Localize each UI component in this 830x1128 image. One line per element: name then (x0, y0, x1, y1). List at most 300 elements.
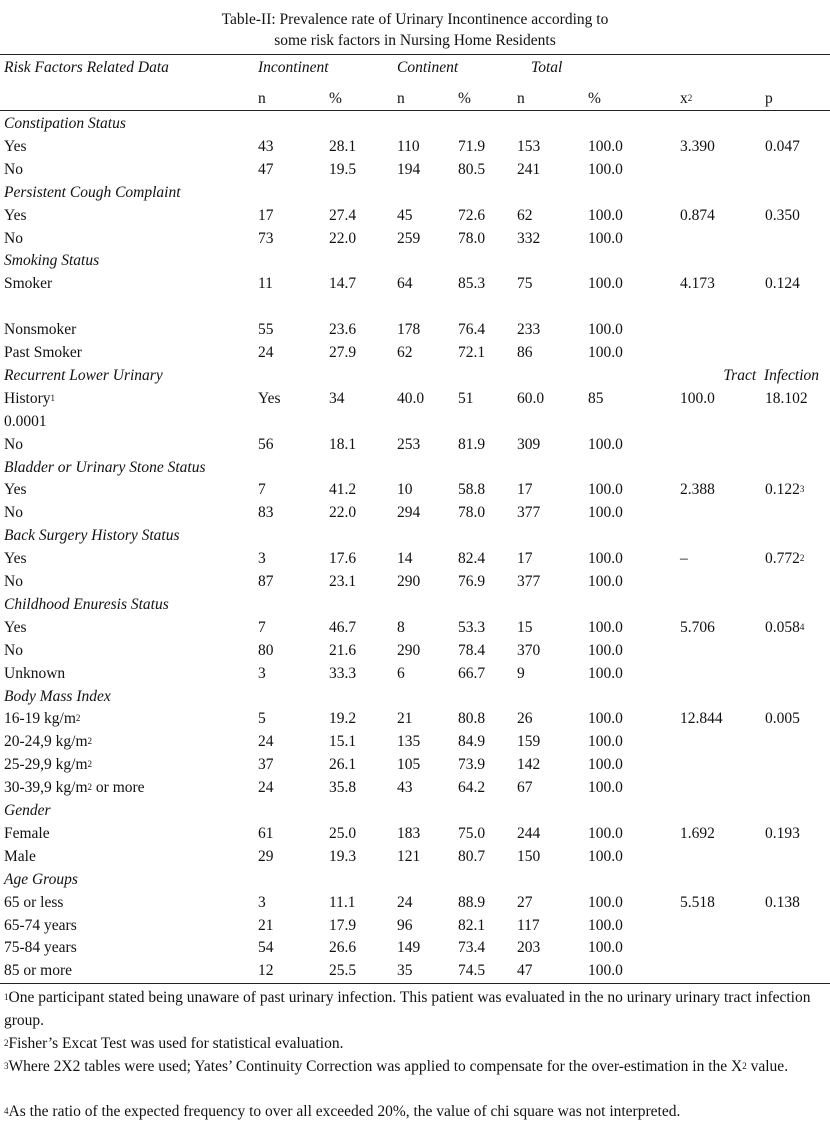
table-cell (588, 206, 623, 226)
table-cell (458, 893, 485, 913)
table-cell-text: 72.1 (458, 344, 486, 361)
row-label (4, 916, 77, 936)
table-cell-text: 100.0 (588, 939, 623, 957)
header-incontinent: Incontinent (258, 59, 329, 76)
table-cell-text: 3.390 (680, 137, 715, 155)
table-cell-text: 24 (258, 344, 274, 361)
table-cell (458, 641, 485, 661)
row-label-text: Male (4, 847, 36, 865)
row-label-text: No (4, 504, 23, 522)
table-cell (588, 389, 604, 409)
table-cell (329, 435, 356, 455)
group-header-text: Constipation Status (4, 115, 126, 132)
table-cell (458, 274, 485, 294)
row-label-text: No (4, 160, 23, 178)
table-cell-text: 87 (258, 573, 274, 590)
table-cell (517, 343, 533, 363)
table-cell (588, 961, 623, 981)
table-cell-text: 100.0 (588, 779, 623, 797)
table-cell-text: 203 (517, 939, 541, 957)
table-cell (680, 480, 715, 500)
table-cell (458, 961, 485, 981)
table-cell (397, 824, 420, 844)
table-cell (588, 618, 623, 638)
table-cell (517, 274, 533, 294)
table-cell-text: 309 (517, 435, 541, 453)
group-header-text: Persistent Cough Complaint (4, 183, 181, 201)
table-cell (588, 320, 623, 340)
table-cell-text: 150 (517, 847, 541, 865)
table-cell-text: 178 (397, 321, 421, 339)
footnote-text: One participant stated being unaware of past urinary infection. This patient was evaluated in the no urinary urinary tract infection group. (4, 989, 811, 1029)
table-cell-text: 17 (258, 206, 274, 224)
table-cell (458, 824, 485, 844)
row-label (4, 137, 27, 157)
subheader-p-value: p (765, 90, 773, 107)
table-cell-text: 81.9 (458, 435, 486, 453)
table-cell (517, 641, 540, 661)
table-cell-text: 194 (397, 160, 421, 178)
row-label-text: 0.0001 (4, 412, 47, 430)
table-cell-text: 86 (517, 344, 533, 361)
table-cell (458, 847, 485, 867)
table-cell-text: 332 (517, 229, 541, 247)
table-cell (258, 916, 274, 936)
row-label-text: No (4, 641, 23, 659)
table-cell (258, 572, 274, 592)
table-cell (258, 824, 274, 844)
table-cell (258, 732, 274, 752)
table-cell-text: 100.0 (588, 435, 623, 453)
table-cell (458, 549, 485, 569)
group-header (4, 458, 206, 478)
table-cell (680, 549, 688, 569)
table-cell (517, 435, 540, 455)
row-label-text: No (4, 573, 23, 590)
table-cell (258, 435, 274, 455)
table-cell-text: 28.1 (329, 137, 357, 155)
table-cell (258, 343, 274, 363)
row-label (4, 229, 23, 249)
group-header-text: Back Surgery History Status (4, 527, 180, 545)
table-cell (329, 778, 356, 798)
table-cell (517, 389, 544, 409)
row-label (4, 274, 52, 294)
table-cell (588, 755, 623, 775)
table-cell (588, 778, 623, 798)
table-cell (680, 618, 715, 638)
group-header (4, 870, 78, 890)
table-cell-text: 19.2 (329, 710, 357, 728)
row-label-text: History (4, 389, 51, 407)
table-cell (517, 549, 533, 569)
row-label (4, 160, 23, 180)
table-cell-text: 37 (258, 756, 274, 774)
table-cell (397, 160, 420, 180)
table-cell-text: 34 (329, 389, 345, 407)
row-label-text: 30-39,9 kg/m (4, 779, 88, 797)
subheader-pct-total: % (588, 90, 601, 107)
table-cell (588, 549, 623, 569)
table-cell (329, 274, 356, 294)
table-cell (329, 893, 356, 913)
table-cell-text: 5.518 (680, 893, 715, 911)
table-cell-text: 72.6 (458, 206, 486, 224)
table-cell (258, 755, 274, 775)
table-cell (588, 916, 623, 936)
table-cell (458, 320, 485, 340)
table-cell (765, 206, 800, 226)
table-cell (517, 229, 540, 249)
table-cell (517, 732, 540, 752)
table-cell (258, 938, 274, 958)
table-cell-text: 377 (517, 573, 541, 590)
table-cell-text: 105 (397, 756, 421, 774)
table-cell-text: 15 (517, 618, 533, 636)
footnote (4, 1101, 826, 1124)
table-cell (397, 389, 424, 409)
table-cell-text: 0.058 (765, 618, 800, 636)
table-cell-text: 46.7 (329, 618, 357, 636)
table-cell-text: 22.0 (329, 504, 357, 522)
group-header-text: Bladder or Urinary Stone Status (4, 458, 206, 476)
table-cell (588, 343, 623, 363)
chi-square-symbol: x (680, 90, 688, 107)
table-cell (458, 778, 485, 798)
table-cell (258, 503, 274, 523)
table-cell-text: 75.0 (458, 824, 486, 842)
table-cell-text: 100.0 (588, 618, 623, 636)
footnote-marker: 3 (4, 1060, 9, 1071)
table-cell-text: 82.4 (458, 550, 486, 568)
table-cell-text: 43 (258, 137, 274, 155)
footnote-marker: 2 (799, 553, 805, 564)
group-header (4, 801, 51, 821)
table-cell-text: 33.3 (329, 664, 357, 682)
row-label (4, 641, 23, 661)
table-cell-text: 100.0 (588, 137, 623, 155)
row-label (4, 732, 92, 752)
table-cell-text: 64.2 (458, 779, 486, 797)
footnote-text: Fisher’s Excat Test was used for statistical evaluation. (8, 1034, 344, 1052)
table-cell (329, 137, 356, 157)
table-cell (765, 893, 800, 913)
row-label-text: 25-29,9 kg/m (4, 756, 88, 774)
table-cell (458, 389, 474, 409)
table-cell (588, 435, 623, 455)
table-cell (397, 732, 420, 752)
table-cell (258, 961, 274, 981)
table-cell (517, 916, 540, 936)
table-cell-text: 0.124 (765, 275, 800, 293)
table-cell (458, 916, 485, 936)
table-cell-text: 100.0 (588, 160, 623, 178)
table-cell (588, 229, 623, 249)
table-cell-text: 100.0 (588, 321, 623, 339)
table-cell-text: 0.772 (765, 550, 800, 568)
table-cell-text: 27.9 (329, 344, 357, 361)
table-cell-text: 0.874 (680, 206, 715, 224)
table-cell (517, 938, 540, 958)
table-cell-text: 11.1 (329, 893, 356, 911)
table-cell-text: 54 (258, 939, 274, 957)
table-cell-text: 26.1 (329, 756, 357, 774)
table-cell-text: 24 (258, 733, 274, 751)
table-cell-text: 12 (258, 962, 274, 980)
header-total: Total (531, 59, 563, 76)
footnote (4, 987, 826, 1032)
table-cell (588, 137, 623, 157)
table-cell-text: 78.0 (458, 504, 486, 522)
row-label (4, 664, 65, 684)
table-cell (458, 709, 485, 729)
table-cell (258, 778, 274, 798)
row-label (4, 709, 80, 729)
table-cell (397, 320, 420, 340)
table-cell-text: 100.0 (588, 710, 623, 728)
table-cell (329, 572, 356, 592)
table-cell (397, 847, 420, 867)
row-label (4, 480, 27, 500)
table-cell-text: 73.4 (458, 939, 486, 957)
table-cell-text: 100.0 (588, 756, 623, 774)
table-cell (680, 274, 715, 294)
table-cell-text: 17.9 (329, 916, 357, 934)
table-cell (517, 137, 540, 157)
table-cell (329, 824, 356, 844)
table-cell-text: 35 (397, 962, 413, 980)
table-cell-text: 0.047 (765, 137, 800, 155)
footnote-marker: 2 (87, 782, 93, 793)
table-cell (680, 137, 715, 157)
table-title-line-2: some risk factors in Nursing Home Residents (274, 32, 556, 49)
footnote-marker: 4 (4, 1106, 9, 1116)
row-label-text: 16-19 kg/m (4, 710, 76, 728)
table-cell-text: 7 (258, 481, 266, 499)
row-label (4, 206, 27, 226)
footnote-text: Where 2X2 tables were used; Yates’ Continuity Correction was applied to compensate for the over-estimation in the X (8, 1057, 743, 1075)
row-label (4, 755, 92, 775)
table-cell (258, 893, 266, 913)
footnote-marker: 2 (87, 759, 93, 770)
table-cell-text: 100.0 (588, 824, 623, 842)
table-cell-text: 233 (517, 321, 541, 339)
table-cell (588, 824, 623, 844)
table-cell (765, 389, 808, 409)
row-label (4, 503, 23, 523)
table-cell-text: 23.6 (329, 321, 357, 339)
table-cell-text: 18.102 (765, 389, 808, 407)
group-header (4, 251, 99, 271)
footnote-marker: 1 (50, 392, 55, 403)
table-cell-text: 47 (517, 962, 533, 980)
table-cell (458, 160, 485, 180)
table-cell-text: 1.692 (680, 824, 715, 842)
row-label-text: Yes (4, 550, 27, 568)
table-cell-text: 76.4 (458, 321, 486, 339)
table-cell-text: 100.0 (588, 573, 623, 590)
table-cell-text: 100.0 (588, 962, 623, 980)
row-label (4, 893, 63, 913)
table-cell-text: 253 (397, 435, 421, 453)
table-cell (680, 206, 715, 226)
row-label-text: Yes (4, 481, 27, 499)
table-cell (397, 229, 420, 249)
table-cell (258, 320, 274, 340)
table-cell (588, 847, 623, 867)
table-cell (258, 709, 266, 729)
footnote-marker: 4 (799, 621, 805, 632)
subheader-pct-incontinent: % (329, 90, 342, 107)
table-cell (397, 916, 413, 936)
row-label (4, 572, 23, 592)
table-cell-text: 25.5 (329, 962, 357, 980)
table-cell-text: 100.0 (588, 664, 623, 682)
table-cell (397, 893, 413, 913)
header-bottom-rule (0, 110, 830, 111)
table-cell-text: 74.5 (458, 962, 486, 980)
row-label-text: 65-74 years (4, 916, 77, 934)
table-cell (258, 847, 274, 867)
table-cell-text: 76.9 (458, 573, 486, 590)
table-cell-text: 71.9 (458, 137, 486, 155)
table-cell (588, 160, 623, 180)
table-cell (397, 755, 420, 775)
footnote-text-end: value. (746, 1057, 789, 1075)
table-cell (680, 893, 715, 913)
table-cell (765, 480, 804, 500)
row-label-text: Yes (4, 137, 27, 155)
table-cell-text: 5 (258, 710, 266, 728)
table-cell-text: 15.1 (329, 733, 357, 751)
table-cell-text: Yes (258, 389, 281, 407)
table-cell (517, 160, 540, 180)
footnote-marker: 3 (799, 484, 805, 495)
row-label-text: Smoker (4, 275, 53, 293)
table-cell-text: 100.0 (588, 916, 623, 934)
table-cell (397, 480, 413, 500)
table-cell-text: 78.0 (458, 229, 486, 247)
table-cell-text: 62 (517, 206, 533, 224)
table-cell (458, 480, 485, 500)
group-header (4, 687, 111, 707)
footnote (4, 1056, 826, 1079)
group-header-text: Childhood Enuresis Status (4, 595, 169, 613)
row-label-text: No (4, 435, 23, 453)
table-cell (329, 938, 356, 958)
table-cell-text: 55 (258, 321, 274, 339)
table-cell-text: 27 (517, 893, 533, 911)
table-cell-text: 17.6 (329, 550, 357, 568)
table-cell-text: 3 (258, 664, 266, 682)
row-label-text: 20-24,9 kg/m (4, 733, 88, 751)
group-header (4, 526, 180, 546)
table-cell-text: 80 (258, 641, 274, 659)
footnote-marker: 1 (4, 992, 9, 1002)
table-cell (588, 893, 623, 913)
table-title-line-1: Table-II: Prevalence rate of Urinary Incontinence according to (221, 11, 609, 28)
table-cell (588, 274, 623, 294)
table-cell (458, 732, 485, 752)
table-cell (329, 755, 356, 775)
table-cell (397, 938, 420, 958)
table-cell (458, 137, 485, 157)
table-cell (588, 503, 623, 523)
table-cell-text: 110 (397, 137, 420, 155)
table-cell-text: 0.122 (765, 481, 800, 499)
table-cell-text: 100.0 (588, 893, 623, 911)
subheader-n-total: n (517, 90, 525, 107)
table-cell-text: 73.9 (458, 756, 486, 774)
table-cell (329, 916, 356, 936)
row-label (4, 847, 36, 867)
table-cell (397, 503, 420, 523)
table-cell-text: 370 (517, 641, 541, 659)
table-cell-text: 96 (397, 916, 413, 934)
table-cell-text: 19.3 (329, 847, 357, 865)
subheader-pct-continent: % (458, 90, 471, 107)
table-cell-text: 29 (258, 847, 274, 865)
table-cell (765, 137, 800, 157)
table-cell (588, 480, 623, 500)
table-cell-text: 21 (397, 710, 413, 728)
table-cell (397, 137, 420, 157)
table-cell-text: 25.0 (329, 824, 357, 842)
table-cell (458, 206, 485, 226)
table-cell-text: 21 (258, 916, 274, 934)
table-cell-text: 41.2 (329, 481, 357, 499)
chi-square-exponent: 2 (687, 93, 693, 103)
table-cell (397, 343, 413, 363)
row-label (4, 389, 55, 409)
table-cell (397, 961, 413, 981)
row-label-text: Yes (4, 618, 27, 636)
table-cell (517, 893, 533, 913)
table-cell (329, 503, 356, 523)
table-cell (329, 641, 356, 661)
row-label-text: Past Smoker (4, 344, 82, 361)
table-cell-text: 53.3 (458, 618, 486, 636)
table-cell (458, 572, 485, 592)
table-cell (329, 206, 356, 226)
table-cell-text: 159 (517, 733, 541, 751)
table-cell (588, 572, 623, 592)
table-cell-text: 241 (517, 160, 541, 178)
table-cell-text: 7 (258, 618, 266, 636)
row-label-suffix: or more (92, 779, 145, 797)
table-cell (458, 343, 485, 363)
table-cell (397, 274, 413, 294)
group-header (4, 183, 181, 203)
table-cell (329, 343, 356, 363)
table-cell-text: 244 (517, 824, 541, 842)
table-cell (588, 709, 623, 729)
table-cell-text: 78.4 (458, 641, 486, 659)
table-cell-text: 290 (397, 573, 421, 590)
footnote-marker: 2 (87, 736, 93, 747)
table-cell-text: 26.6 (329, 939, 357, 957)
table-cell (458, 435, 485, 455)
table-cell (517, 618, 533, 638)
table-cell-text: 100.0 (588, 847, 623, 865)
table-cell (458, 229, 485, 249)
table-cell (680, 389, 715, 409)
table-cell-text: 5.706 (680, 618, 715, 636)
table-cell-text: 80.5 (458, 160, 486, 178)
row-label-text: 75-84 years (4, 939, 77, 957)
table-cell (329, 732, 356, 752)
table-cell-text: 3 (258, 893, 266, 911)
